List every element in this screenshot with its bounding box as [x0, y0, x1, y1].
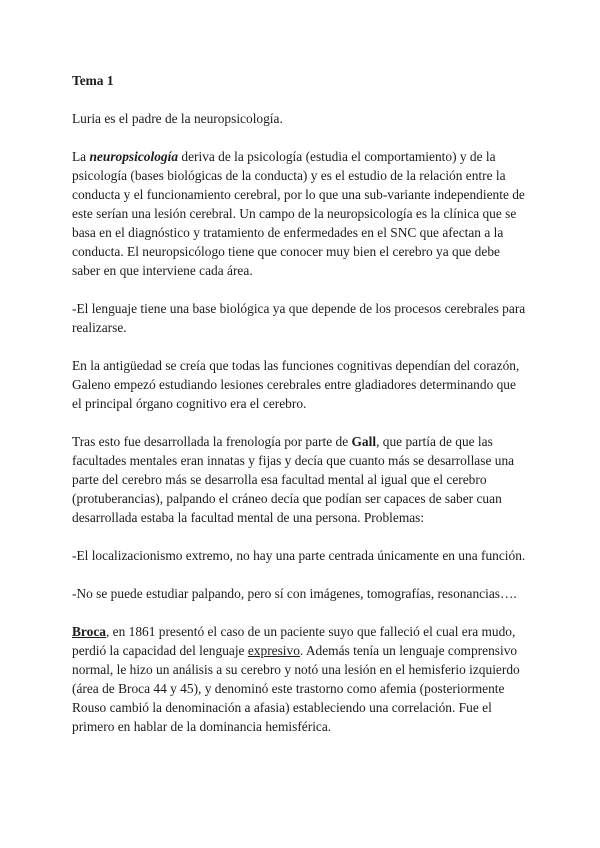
name-gall: Gall — [351, 434, 377, 449]
term-neuropsicologia: neuropsicología — [89, 149, 179, 164]
paragraph-prefix: La — [72, 149, 90, 164]
paragraph-problema-1: -El localizacionismo extremo, no hay una parte centrada únicamente en una función. — [72, 548, 526, 563]
paragraph-neuropsicologia — [72, 147, 528, 280]
paragraph-problema-2: -No se puede estudiar palpando, pero sí con imágenes, tomografías, resonancias…. — [72, 586, 517, 601]
name-broca: Broca — [72, 624, 106, 639]
term-expresivo: expresivo — [247, 643, 300, 658]
paragraph-antiguedad: En la antigüedad se creía que todas las funciones cognitivas dependían del corazón, Galeno empezó estudiando lesiones cerebrales entre gladiadores determinando que el principal órgano cognitivo era el cerebro. — [72, 358, 520, 411]
paragraph-text: deriva de la psicología (estudia el comportamiento) y de la psicología (bases biológicas de la conducta) y es el estudio de la relación entre la conducta y el funcionamiento cerebral, por lo que una sub-variante independiente de este serían una lesión cerebral. Un campo de la neuropsicología es la clínica que se basa en el diagnóstico y tratamiento de enfermedades en el SNC que afectan a la conducta. El neuropsicólogo tiene que conocer muy bien el cerebro ya que debe saber en que interviene cada área. — [72, 149, 525, 278]
paragraph-lenguaje: -El lenguaje tiene una base biológica ya que depende de los procesos cerebrales para realizarse. — [72, 301, 526, 335]
paragraph-text: , en 1861 presentó el caso de un paciente suyo que falleció el cual era mudo, perdió la capacidad del lenguaje — [72, 624, 516, 658]
paragraph-luria: Luria es el padre de la neuropsicología. — [72, 111, 283, 126]
paragraph-text: , que partía de que las facultades mentales eran innatas y fijas y decía que cuanto más se desarrollase una parte del cerebro más se desarrolla esa facultad mental al igual que el cerebro (protuberancias), palpando el cráneo decía que podían ser capaces de saber cuan desarrollada estaba la facultad mental de una persona. Problemas: — [72, 434, 515, 525]
paragraph-broca — [72, 622, 528, 736]
paragraph-frenologia — [72, 432, 528, 527]
paragraph-prefix: Tras esto fue desarrollada la frenología por parte de — [72, 434, 352, 449]
document-body — [72, 71, 528, 755]
paragraph-text: . Además tenía un lenguaje comprensivo normal, le hizo un análisis a su cerebro y notó una lesión en el hemisferio izquierdo (área de Broca 44 y 45), y denominó este trastorno como afemia (posteriormente Rouso cambió la denominación a afasia) estableciendo una correlación. Fue el primero en hablar de la dominancia hemisférica. — [72, 643, 520, 734]
document-title: Tema 1 — [72, 73, 114, 88]
